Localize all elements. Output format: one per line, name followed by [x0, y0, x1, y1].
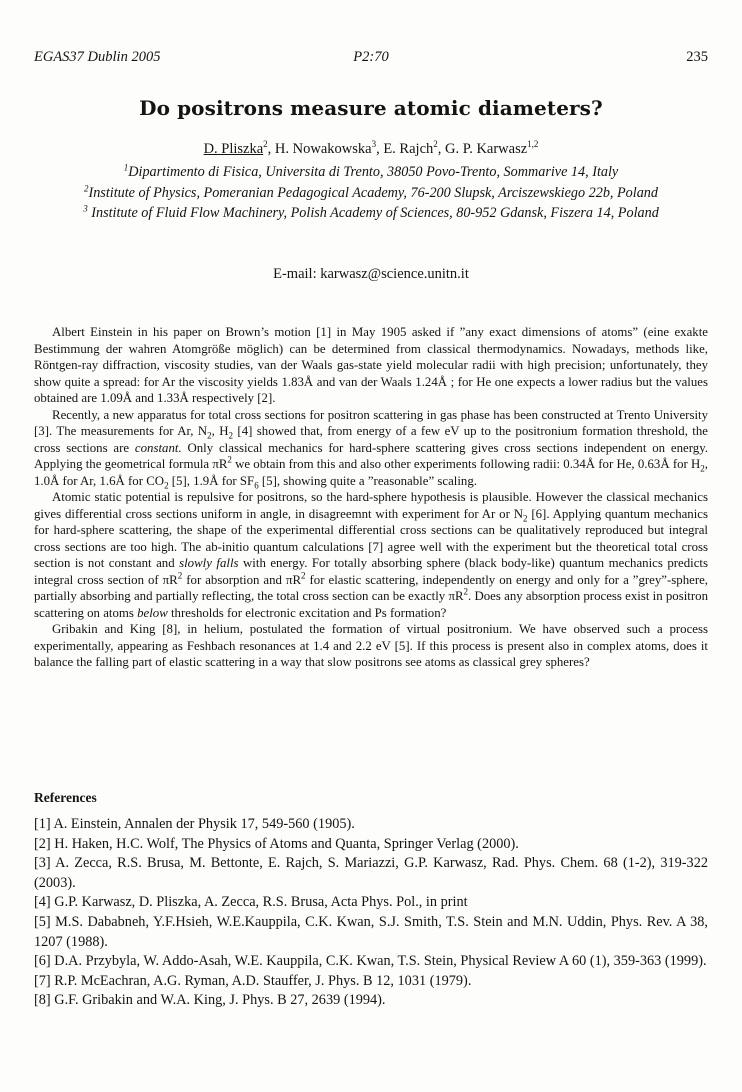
paragraph: Albert Einstein in his paper on Brown’s motion [1] in May 1905 asked if ”any exact dimensions of atoms” (eine exakte Bestimmung der wahren Atomgröße möglich) can be determined from classical thermodynamics. Nowadays, methods like, Röntgen-ray diffraction, viscosity studies, van der Waals gas-state yield molecular radii with high precision; unfortunately, they show quite a spread: for Ar the viscosity yields 1.83Å and van der Waals 1.24Å ; for He one expects a lower radius but the values obtained are 1.09Å and 1.33Å respectively [2]. — [34, 325, 708, 405]
author-affiliation-mark: 2 — [433, 139, 438, 150]
affiliation-text: Institute of Physics, Pomeranian Pedagogical Academy, 76-200 Slupsk, Arciszewskiego 22b, Poland — [88, 184, 658, 201]
reference-item: [4] G.P. Karwasz, D. Pliszka, A. Zecca, R.S. Brusa, Acta Phys. Pol., in print — [34, 894, 468, 911]
affiliation-text: Institute of Fluid Flow Machinery, Polish Academy of Sciences, 80-952 Gdansk, Fiszera 14, Poland — [91, 205, 659, 221]
page-header — [34, 49, 708, 69]
page-number: 235 — [686, 49, 708, 65]
author-list: D. Pliszka$^2$, H. Nowakowska$^3$, E. Rajch$^2$, G. P. Karwasz$^{1,2}$ — [203, 139, 539, 157]
affiliation-list — [34, 162, 708, 224]
author-affiliation-mark: 2 — [263, 139, 268, 150]
paragraph: Recently, a new apparatus for total cross sections for positron scattering in gas phase has been constructed at Trento University [3]. The measurements for Ar, $N_2$, $H_2$ [4] showed that, from energy of a few eV up to the positronium formation threshold, the cross sections are constant. Only classical mechanics for hard-sphere scattering gives cross sections independent on energy. Applying the geometrical formula $\pi R^2$ we obtain from this and also other experiments following radii: 0.34Å for He, 0.63Å for $H_2$, 1.0Å for Ar, 1.6Å for $CO_2$ [5], 1.9Å for $SF_6$ [5], showing quite a ”reasonable” scaling. — [34, 407, 709, 491]
author-name: E. Rajch — [383, 141, 434, 157]
contact-email: E-mail: karwasz@science.unitn.it — [273, 266, 469, 282]
reference-item: [2] H. Haken, H.C. Wolf, The Physics of Atoms and Quanta, Springer Verlag (2000). — [34, 835, 519, 852]
affiliation — [34, 162, 708, 183]
references-list — [34, 815, 708, 1011]
reference-item: [3] A. Zecca, R.S. Brusa, M. Bettonte, E. Rajch, S. Mariazzi, G.P. Karwasz, Rad. Phys. Chem. 68 (1-2), 319-322 (2003). — [34, 855, 708, 891]
affiliation-text: Dipartimento di Fisica, Universita di Trento, 38050 Povo-Trento, Sommarive 14, Italy — [128, 164, 619, 180]
paragraph: Gribakin and King [8], in helium, postulated the formation of virtual positronium. We have observed such a process experimentally, appearing as Feshbach resonances at 1.4 and 2.2 eV [5]. If this process is present also in complex atoms, does it balance the falling part of elastic scattering in a way that slow positrons see atoms as classical grey spheres? — [34, 622, 708, 669]
reference-item: [8] G.F. Gribakin and W.A. King, J. Phys. B 27, 2639 (1994). — [34, 992, 386, 1009]
paper-title: Do positrons measure atomic diameters? — [139, 96, 603, 120]
reference-item: [7] R.P. McEachran, A.G. Ryman, A.D. Stauffer, J. Phys. B 12, 1031 (1979). — [34, 972, 472, 989]
affiliation-number: 3 — [83, 203, 88, 214]
abstract-body — [34, 324, 708, 671]
affiliation — [34, 203, 708, 224]
author-affiliation-mark: 3 — [371, 139, 377, 150]
paragraph: Atomic static potential is repulsive for positrons, so the hard-sphere hypothesis is plausible. However the classical mechanics gives differential cross sections uniform in angle, in disagreemnt with experiment for Ar or $N_2$ [6]. Applying quantum mechanics for hard-sphere scattering, the shape of the experimental differential cross sections can be qualitatively reproduced but integral cross sections are too high. The ab-initio quantum calculations [7] agree well with the experiment but the theoretical total cross section is not constant and slowly falls with energy. For totally absorbing sphere (black body-like) quantum mechanics predicts integral cross section of $\pi R^2$ for absorption and $\pi R^2$ for elastic scattering, independently on energy and only for a ”grey”-sphere, partially absorbing and partially reflecting, the total cross section can be exactly $\pi R^2$. Does any absorption process exist in positron scattering on atoms below thresholds for electronic excitation and Ps formation? — [34, 490, 709, 620]
affiliation-number: 2 — [83, 182, 89, 193]
conference-name: EGAS37 Dublin 2005 — [34, 49, 161, 65]
author-name: H. Nowakowska — [274, 141, 372, 157]
poster-id: P2:70 — [353, 49, 389, 65]
author-name: G. P. Karwasz — [445, 141, 528, 157]
references-heading: References — [34, 790, 97, 805]
affiliation — [34, 183, 708, 204]
affiliation-number: 1 — [123, 162, 129, 173]
reference-item: [6] D.A. Przybyla, W. Addo-Asah, W.E. Kauppila, C.K. Kwan, T.S. Stein, Physical Review A 60 (1), 359-363 (1999). — [34, 953, 707, 970]
reference-item: [5] M.S. Dababneh, Y.F.Hsieh, W.E.Kauppila, C.K. Kwan, S.J. Smith, T.S. Stein and M.N. Uddin, Phys. Rev. A 38, 1207 (1988). — [34, 913, 708, 950]
reference-item: [1] A. Einstein, Annalen der Physik 17, 549-560 (1905). — [34, 816, 355, 832]
author-affiliation-mark: 1,2 — [527, 139, 539, 150]
author-name: D. Pliszka — [203, 141, 264, 157]
